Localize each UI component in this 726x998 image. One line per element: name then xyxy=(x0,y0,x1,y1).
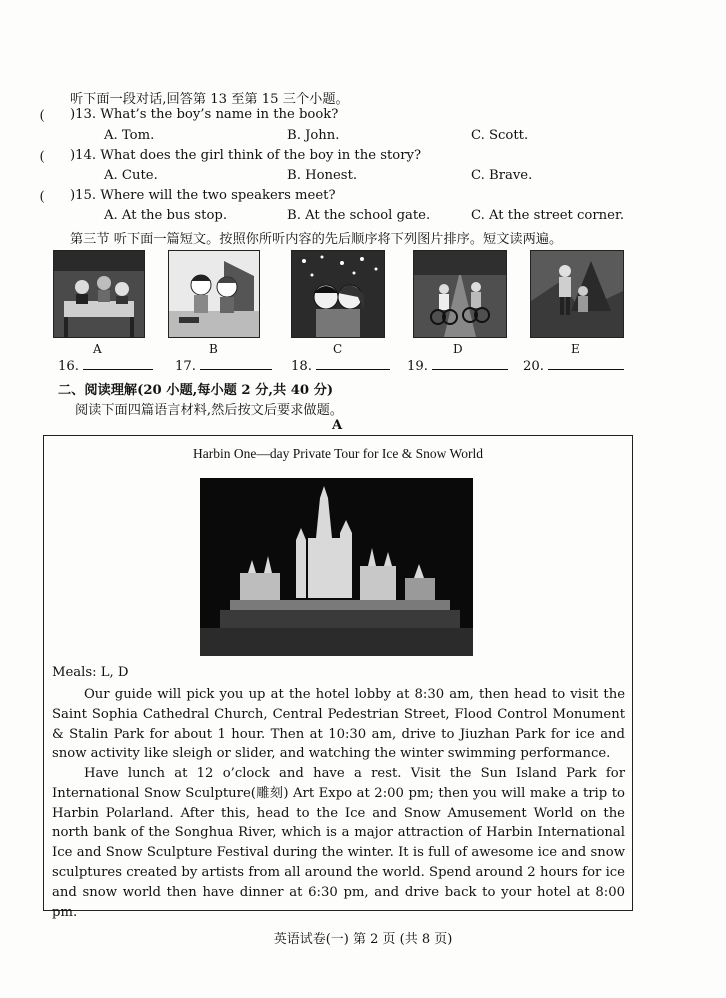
ice-castle-photo xyxy=(200,478,473,656)
blank-20[interactable] xyxy=(523,357,624,374)
q15-option-b: B. At the school gate. xyxy=(287,208,431,223)
q14-option-b: B. Honest. xyxy=(287,168,358,183)
picture-c-kids-night-sky xyxy=(291,250,385,338)
blank-18-number: 18. xyxy=(291,359,312,374)
picture-label-e: E xyxy=(571,342,580,356)
q13-option-a: A. Tom. xyxy=(104,128,155,143)
picture-label-c: C xyxy=(333,342,343,356)
q15-option-a: A. At the bus stop. xyxy=(104,208,228,223)
passage-letter: A xyxy=(332,418,343,433)
answer-paren-15[interactable]: ( xyxy=(40,188,45,203)
section3-instruction: 第三节 听下面一篇短文。按照你所听内容的先后顺序将下列图片排序。短文读两遍。 xyxy=(70,232,563,247)
passage-title: Harbin One—day Private Tour for Ice & Snow World xyxy=(193,446,483,461)
picture-label-d: D xyxy=(453,342,463,356)
blank-19-number: 19. xyxy=(407,359,428,374)
blank-18[interactable] xyxy=(291,357,390,374)
picture-label-a: A xyxy=(93,342,102,356)
meals-line: Meals: L, D xyxy=(52,665,129,680)
picture-d-cycling xyxy=(413,250,507,338)
picture-e-hiking xyxy=(530,250,624,338)
dialog-instruction: 听下面一段对话,回答第 13 至第 15 三个小题。 xyxy=(70,92,349,107)
paragraph-1: Our guide will pick you up at the hotel lobby at 8:30 am, then head to visit the Saint Sophia Cathedral Church, Central Pedestrian Street, Flood Control Monument & Stalin Park for about 1 hour. Then at 10:30 am, drive to Jiuzhan Park for ice and snow activity like sleigh or slider, and watching the winter swimming performance. xyxy=(52,687,625,762)
blank-19[interactable] xyxy=(407,357,508,374)
paragraph-2: Have lunch at 12 o’clock and have a rest. Visit the Sun Island Park for International Snow Sculpture(雕刻) Art Expo at 2:00 pm; then you will make a trip to Harbin Polarland. After this, head to the Ice and Snow Amusement World on the north bank of the Songhua River, which is a major attraction of Harbin International Ice and Snow Sculpture Festival during the winter. It is full of awesome ice and snow sculptures created by artists from all around the world. Spend around 2 hours for ice and snow world then have dinner at 6:30 pm, and drive back to your hotel at 8:00 pm. xyxy=(52,766,625,920)
question-13: )13. What’s the boy’s name in the book? xyxy=(70,107,339,122)
reading-heading: 二、阅读理解(20 小题,每小题 2 分,共 40 分) xyxy=(58,383,334,398)
q15-option-c: C. At the street corner. xyxy=(471,208,625,223)
blank-20-number: 20. xyxy=(523,359,544,374)
blank-17-number: 17. xyxy=(175,359,196,374)
q13-option-b: B. John. xyxy=(287,128,340,143)
q14-option-a: A. Cute. xyxy=(104,168,158,183)
blank-16-number: 16. xyxy=(58,359,79,374)
picture-label-b: B xyxy=(209,342,218,356)
reading-instruction: 阅读下面四篇语言材料,然后按文后要求做题。 xyxy=(75,403,343,418)
picture-a-family-dinner xyxy=(53,250,145,338)
q13-option-c: C. Scott. xyxy=(471,128,529,143)
answer-paren-13[interactable]: ( xyxy=(40,107,45,122)
question-14: )14. What does the girl think of the boy in the story? xyxy=(70,148,422,163)
answer-paren-14[interactable]: ( xyxy=(40,148,45,163)
question-15: )15. Where will the two speakers meet? xyxy=(70,188,336,203)
blank-16[interactable] xyxy=(58,357,153,374)
page-footer: 英语试卷(一) 第 2 页 (共 8 页) xyxy=(273,932,453,947)
picture-b-kids-picnic xyxy=(168,250,260,338)
blank-17[interactable] xyxy=(175,357,272,374)
q14-option-c: C. Brave. xyxy=(471,168,533,183)
